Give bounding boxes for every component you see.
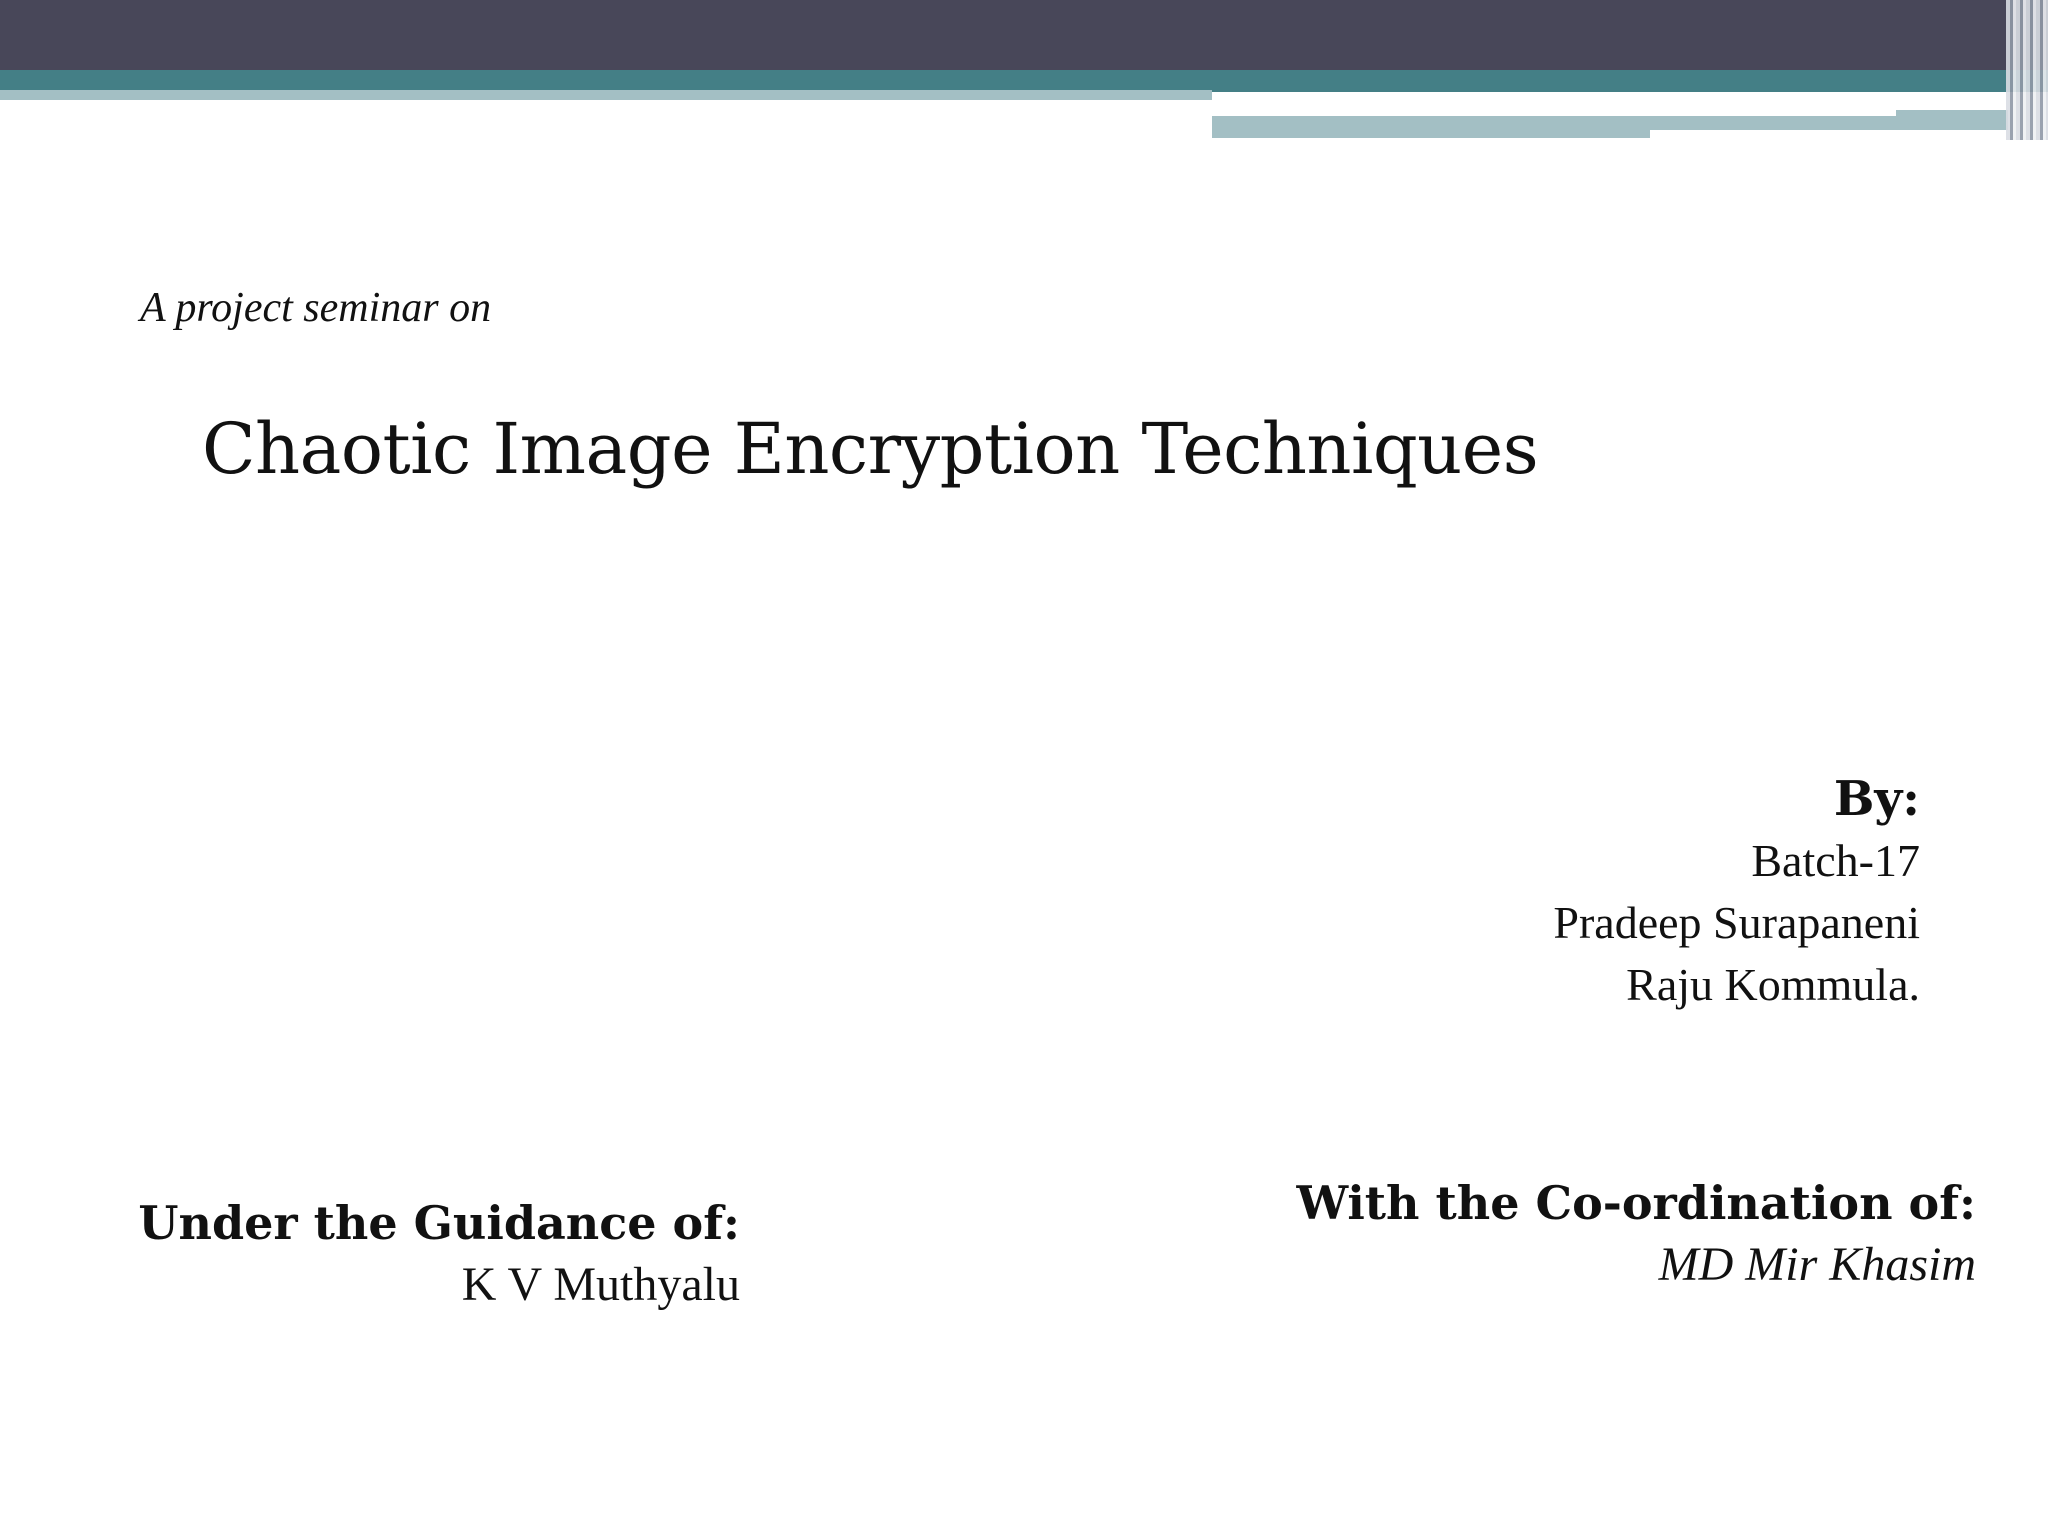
authors-heading: By: — [1833, 771, 1920, 827]
coordination-block — [1296, 1172, 1976, 1296]
header-white-stripe-lower — [1650, 130, 2008, 138]
guidance-heading: Under the Guidance of: — [138, 1196, 740, 1250]
slide-title: Chaotic Image Encryption Techniques — [202, 408, 1539, 490]
coordinator-name: MD Mir Khasim — [1658, 1238, 1976, 1291]
batch-label: Batch-17 — [1751, 835, 1920, 886]
guide-name: K V Muthyalu — [461, 1258, 740, 1311]
authors-block — [1553, 768, 1920, 1016]
header-teal-band — [0, 70, 2048, 92]
header-white-stripe — [1212, 110, 1896, 116]
header-light-band-left — [0, 90, 1212, 100]
author-name: Raju Kommula. — [1626, 959, 1920, 1010]
author-name: Pradeep Surapaneni — [1553, 897, 1920, 948]
guidance-block — [138, 1192, 740, 1316]
header-corner-stripes — [2006, 0, 2048, 140]
header-dark-band — [0, 0, 2048, 70]
slide-subtitle: A project seminar on — [140, 285, 492, 331]
coordination-heading: With the Co-ordination of: — [1296, 1176, 1976, 1230]
